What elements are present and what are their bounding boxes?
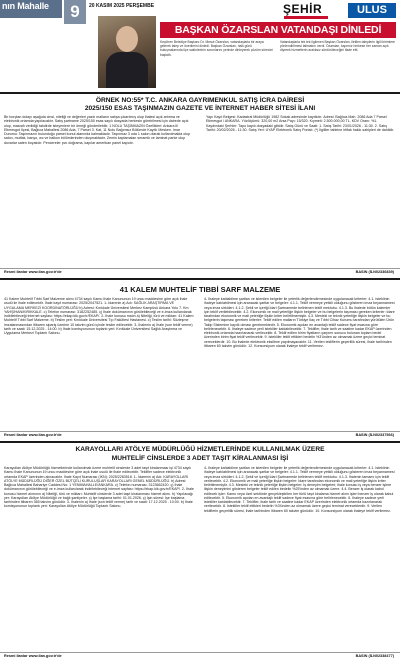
ad3-right-column: 4- İhaleye katılabilme şartları ve istenilen belgeler ile yeterlik değerlendirmesinde uygulanacak kriterler: 4.1. İsteklinin ihaleye katılabilmesi için aranacak şartlar ve belgeler: 4.1.1. Teklif vermeye yetkili olduğunu gösteren imza beyannamesi veya imza sirküleri. 4.1.2. Şekli ve içeriği İdari Şartnamede belirlenen teklif mektubu. 4.1.3. İhalenin tamamı için teklif verilecektir. 4.2. Ekonomik ve mali yeterliğe ilişkin belgeler: İdare tarafından ekonomik ve mali yeterliğe ilişkin kriter belirtilmemiştir. 4.3. Mesleki ve teknik yeterliğe ilişkin belgeler: İş deneyim belgeleri; ihale konusu iş veya benzer işlere ilişkin deneyimini gösteren belgeler teklif edilen bedelin %25'inden az olmamak üzere. 4.4. Benzer iş olarak kabul edilecek işler: Kamu veya özel sektörde gerçekleştirilen her türlü taşıt kiralama hizmet alımı işleri benzer iş olarak kabul edilecektir. 5. Ekonomik açıdan en avantajlı teklif sadece fiyat esasına göre belirlenecektir. 6. İhaleye sadece yerli istekliler katılabilecektir. 7. Teklifler, ihale tarih ve saatine kadar EKAP üzerinden elektronik ortamda hazırlanarak verilecektir. 8. İstekliler teklif ettikleri bedelin %3'ünden az olmamak üzere geçici teminat vereceklerdir. 9. Verilen tekliflerin geçerlilik süresi, ihale tarihinden itibaren 60 takvim günüdür. 10. Konsorsiyum olarak ihaleye teklif verilemez.	[204, 466, 395, 513]
page-number: 9	[64, 0, 86, 24]
news-body-col1: Keçiören Belediye Başkanı Dr. Mesut Özarslan, vatandaşlarla bir araya gelerek talep ve önerilerini dinledi. Başkan Özarslan, halk günü buluşmalarında ilçe sakinlerinin sorunlarını yerinde dinleyerek çözüm sürecini başlattı.	[160, 40, 273, 57]
masthead-strip	[0, 0, 62, 18]
newspaper-logo: ULUS	[348, 3, 396, 18]
ad2-right-column: 4- İhaleye katılabilme şartları ve istenilen belgeler ile yeterlik değerlendirmesinde uygulanacak kriterler: 4.1. İsteklinin ihaleye katılabilmesi için aranacak şartlar ve belgeler: 4.1.1. Teklif vermeye yetkili olduğunu gösteren imza beyannamesi veya imza sirküleri. 4.1.2. Şekli ve içeriği İdari Şartnamede belirlenen teklif mektubu. 4.1.3. Bu ihalede bütün kalemler için teklif verilebilecektir. 4.2. Ekonomik ve mali yeterliğe ilişkin belgeler ve bu belgelerin taşıması gereken kriterler: İdare tarafından ekonomik ve mali yeterliğe ilişkin kriter belirtilmemiştir. 4.3. Mesleki ve teknik yeterliğe ilişkin belgeler ve bu belgelerin taşıması gereken kriterler: Teklif edilen malların Türkiye İlaç ve Tıbbi Cihaz Kurumu tarafından yürütülen Ürün Takip Sistemine kayıtlı olması gerekmektedir. 5. Ekonomik açıdan en avantajlı teklif sadece fiyat esasına göre belirlenecektir. 6. İhaleye sadece yerli istekliler katılabilecektir. 7. Teklifler, ihale tarih ve saatine kadar EKAP üzerinden elektronik ortamda hazırlanarak verilecektir. 8. Teklif edilen birim fiyatların çarpımı sonucu bulunan toplam bedel üzerinden birim fiyat teklif verilecektir. 9. İstekliler teklif ettikleri bedelin %3'ünden az olmamak üzere geçici teminat vereceklerdir. 10. Bu ihalede elektronik eksiltme yapılmayacaktır. 11. Verilen tekliflerin geçerlilik süresi, ihale tarihinden itibaren 60 takvim günüdür. 12. Konsorsiyum olarak ihaleye teklif verilemez.	[204, 297, 395, 348]
photo-suit	[106, 52, 148, 88]
ad3-footer-code: BASIN (İLN02338477)	[355, 654, 394, 658]
section-divider	[0, 441, 400, 443]
section-divider	[0, 92, 400, 94]
section-title: ŞEHİR	[283, 2, 323, 16]
news-headline: BAŞKAN ÖZARSLAN VATANDAŞI DİNLEDİ	[160, 22, 396, 38]
ad3-title-line2: MUHTELİF CİNSLERDE 3 ADET TAŞIT KİRALANMASI İŞİ	[111, 455, 289, 462]
ad1-title-line1: ÖRNEK NO:55* T.C. ANKARA GAYRIMENKUL SATIŞ İCRA DAİRESİ	[95, 97, 305, 104]
ad3-footer-line	[0, 652, 400, 653]
ad3-footer-link: Resmi ilanlar www.ilan.gov.tr'de	[4, 654, 62, 658]
ad2-footer-code: BASIN (İLN02337566)	[355, 433, 394, 437]
ad1-footer-link: Resmi ilanlar www.ilan.gov.tr'de	[4, 270, 62, 274]
ad2-footer-link: Resmi ilanlar www.ilan.gov.tr'de	[4, 433, 62, 437]
ad1-footer-line	[0, 268, 400, 269]
ad1-footer-code: BASIN (İLN02336839)	[355, 270, 394, 274]
ad3-title-line1: KARAYOLLARI ATÖLYE MÜDÜRLÜĞÜ HİZMETLERİNDE KULLANILMAK ÜZERE	[75, 446, 325, 453]
ad2-footer-line	[0, 431, 400, 432]
photo-face	[116, 26, 138, 52]
ad1-left-column: Bir borçtan dolayı aşağıda cinsi, niteliği ve değerleri yazılı malların satışa çıkarılmış olup ihalesi açık artırma ve elektronik ortamda yapılacaktır. Satış şartname 2025/150 esas sayılı dosyada herkesin görebilmesi için dairede açık olup, masrafı verildiği takdirde isteyenlere bir örneği gönderilebilir. 1 NOLU TAŞINMAZIN Özellikleri: Ankara İli Etimesgut İlçesi, Bağlıca Mahallesi 2086 Ada, 7 Parsel 3. Kat, 11 Nolu Bağımsız Bölümde Kayıtlı Mesken. Imar Durumu: Taşınmazın bulunduğu parsel konut alanında kalmaktadır. Taşınmaz 3 oda 1 salon olarak kullanılmakta olup salon, mutfak, banyo, wc ve balkon bölümlerinden oluşmaktadır. Zemin kaplamaları seramik ve laminat parke olup duvarlar saten boyalıdır. Pencereler pvc doğrama, kapılar amerikan panel kapıdır.	[4, 115, 191, 145]
ad1-right-column: Yapı Kayıt Belgesi: Kadastral Müdürlüğü 1982 Sokak adresinde kayıtlıdır. Adresi: Bağlıca Mah. 2086 Ada 7 Parsel Etimesgut / ANKARA. Yüzölçümü: 320,00 m2 Arsa Payı: 15/320. Kıymeti: 2.500.000,00 TL. KDV Oranı: %1. Kaydındaki Şerhler: Tapu kaydı dosyadaki gibidir. Satış Günü ve Saati: 1. Satış Tarihi: 23/01/2026 - 11:30. 2. Satış Tarihi: 20/02/2026 - 11:30. Satış Yeri: UYAP Elektronik Satış Portalı. (*) İlgililer tabirine irtifak hakkı sahipleri de dahildir.	[206, 115, 395, 132]
news-photo	[98, 16, 156, 88]
ad2-title: 41 KALEM MUHTELİF TIBBİ SARF MALZEME	[119, 285, 281, 294]
ad3-left-column: Karayolları Atölye Müdürlüğü hizmetlerinde kullanılmak üzere muhtelif cinslerde 3 adet taşıt kiralanması işi 4734 sayılı Kamu İhale Kanununun 19 uncu maddesine göre açık ihale usulü ile ihale edilecektir. Teklifler sadece elektronik ortamda EKAP üzerinden alınacaktır. İhale Kayıt Numarası (İKN): 2025/2283518. 1- İdarenin a) Adı: KARAYOLLARI ATÖLYE MÜDÜRLÜĞÜ DİĞER ÖZEL BÜTÇELİ KURULUŞLAR KARAYOLLARI GENEL MÜDÜRLÜĞÜ. b) Adresi: Bağlıca Mahallesi Bahariye Caddesi No: 1 YENİMAHALLE/ANKARA. c) Telefon numarası: 3123662420. ç) İhale dokümanının görülebileceği ve e-imza kullanılarak indirilebileceği internet sayfası: https://ekap.kik.gov.tr/EKAP/. 2- İhale konusu hizmet alımının a) Niteliği, türü ve miktarı: Muhtelif cinslerde 3 adet taşıt kiralanması hizmet alımı. b) Yapılacağı yer: Karayolları Atölye Müdürlüğü ve bağlı şantiyeler. c) İşe başlama tarihi: 01.01.2026. ç) İşin süresi: İşe başlama tarihinden itibaren 365 takvim günüdür. 3- İhalenin a) İhale (son teklif verme) tarih ve saati: 17.12.2025 - 10:00. b) İhale komisyonunun toplantı yeri: Karayolları Atölye Müdürlüğü Toplantı Salonu.	[4, 466, 194, 509]
news-body-col2: Vatandaşlarla tek tek ilgilenen Başkan Özarslan, iletilen taleplerin ilgili birimlere yönlendirilmesi talimatını verdi. Özarslan, kapımız herkese her zaman açık diyerek hizmetlerin aralıksız sürdürüleceğini ifade etti.	[280, 40, 396, 53]
masthead-text: nın Mahalle	[2, 1, 49, 11]
section-divider	[0, 278, 400, 280]
ad1-title-line2: 2025/150 ESAS TAŞINMAZIN GAZETE VE İNTERNET HABER SİTESİ İLANI	[84, 105, 316, 112]
section-underline	[284, 16, 328, 19]
ad2-left-column: 41 Kalem Muhtelif Tıbbi Sarf Malzeme alımı 4734 sayılı Kamu İhale Kanununun 19 uncu maddesine göre açık ihale usulü ile ihale edilecektir. İhale kayıt numarası: 2025/2047521. 1- İdarenin a) Adı: SAĞLIK ARAŞTIRMA VE UYGULAMA MERKEZİ KOORDİNATÖRLÜĞÜ b) Adresi: Kırıkkale Üniversitesi Merkez Kampüsü Ankara Yolu 7. Km YAHŞİHAN/KIRIKKALE. c) Telefon numarası: 3182252485. ç) İhale dokümanının görülebileceği ve e-imza kullanılarak indirilebileceği internet sayfası: https://ekap.kik.gov.tr/EKAP/. 2- İhale konusu malın a) Niteliği, türü ve miktarı: 41 Kalem Muhtelif Tıbbi Sarf Malzeme. b) Teslim yeri: Kırıkkale Üniversitesi Tıp Fakültesi Hastanesi. c) Teslim tarihi: Sözleşme imzalanmasından itibaren sipariş üzerine 10 takvim günü içinde teslim edilecektir. 3- İhalenin a) İhale (son teklif verme) tarih ve saati: 15.12.2025 - 14:00. b) İhale komisyonunun toplantı yeri: Kırıkkale Üniversitesi Sağlık Araştırma ve Uygulama Merkezi Toplantı Salonu.	[4, 297, 194, 335]
issue-date: 20 KASIM 2025 PERŞEMBE	[89, 3, 155, 9]
